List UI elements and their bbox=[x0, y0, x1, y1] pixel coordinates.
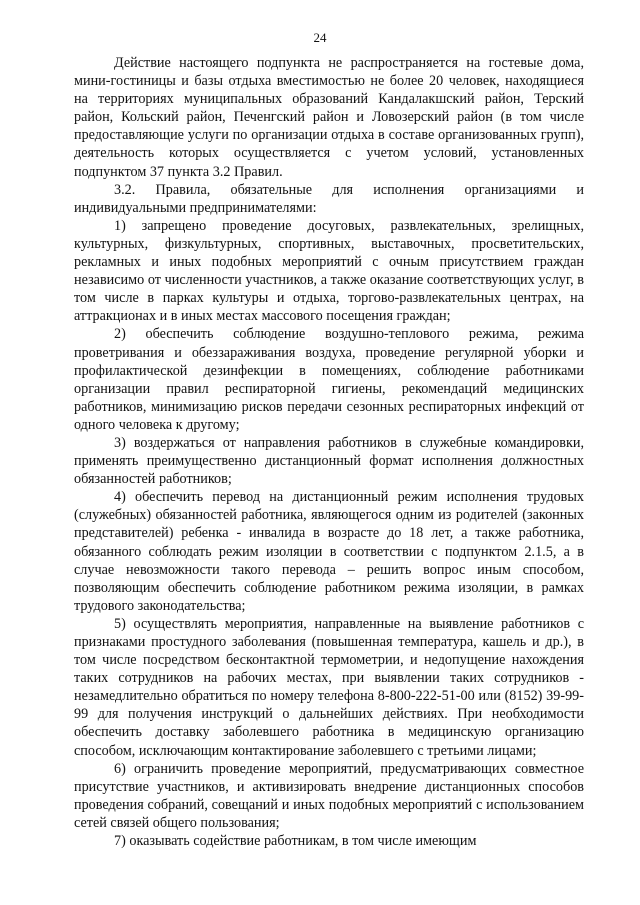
document-body bbox=[74, 54, 584, 850]
paragraph-guest-houses-exception: Действие настоящего подпункта не распространяется на гостевые дома, мини-гостиницы и базы отдыха вместимостью не более 20 человек, находящиеся на территориях муниципальных образований Кандалакшский район, Терский район, Кольский район, Печенгский район и Ловозерский район (в том числе предоставляющие услуги по организации отдыха в составе организованных групп), деятельность которых осуществляется с учетом условий, установленных подпунктом 37 пункта 3.2 Правил. bbox=[74, 55, 584, 180]
paragraph-item-5: 5) осуществлять мероприятия, направленные на выявление работников с признаками простудного заболевания (повышенная температура, кашель и др.), в том числе посредством бесконтактной термометрии, и недопущение нахождения таких сотрудников на рабочих местах, при выявлении таких сотрудников - незамедлительно обратиться по номеру телефона 8-800-222-51-00 или (8152) 39-99-99 для получения инструкций о дальнейших действиях. При необходимости обеспечить доставку заболевшего работника в медицинскую организацию способом, исключающим контактирование заболевшего с третьими лицами; bbox=[74, 615, 584, 759]
paragraph-item-7: 7) оказывать содействие работникам, в том числе имеющим bbox=[114, 833, 477, 850]
paragraph-section-3-2-heading: 3.2. Правила, обязательные для исполнения организациями и индивидуальными предпринимателями: bbox=[74, 181, 584, 216]
page-number: 24 bbox=[313, 30, 327, 45]
paragraph-item-3: 3) воздержаться от направления работников в служебные командировки, применять преимущественно дистанционный формат исполнения должностных обязанностей работников; bbox=[74, 434, 584, 488]
paragraph-item-1: 1) запрещено проведение досуговых, развлекательных, зрелищных, культурных, физкультурных, спортивных, выставочных, просветительских, рекламных и иных подобных мероприятий с очным присутствием граждан независимо от численности участников, а также оказание соответствующих услуг, в том числе в парках культуры и отдыха, торгово-развлекательных центрах, на аттракционах и в иных местах массового посещения граждан; bbox=[74, 217, 584, 325]
paragraph-item-4: 4) обеспечить перевод на дистанционный режим исполнения трудовых (служебных) обязанностей работника, являющегося одним из родителей (законных представителей) ребенка - инвалида в возрасте до 18 лет, а также работника, обязанного соблюдать режим изоляции в соответствии с подпунктом 2.1.5, а в случае невозможности такого перевода – решить вопрос иным способом, позволяющим обеспечить соблюдение работником режима изоляции, в рамках трудового законодательства; bbox=[74, 489, 584, 614]
paragraph-item-2: 2) обеспечить соблюдение воздушно-теплового режима, режима проветривания и обеззараживания воздуха, проведение регулярной уборки и профилактической дезинфекции в помещениях, соблюдение работниками организации правил респираторной гигиены, рекомендаций медицинских работников, минимизацию рисков передачи сезонных респираторных инфекций от одного человека к другому; bbox=[74, 326, 584, 433]
paragraph-item-6: 6) ограничить проведение мероприятий, предусматривающих совместное присутствие участников, и активизировать внедрение дистанционных способов проведения собраний, совещаний и иных подобных мероприятий с использованием сетей связей общего пользования; bbox=[74, 760, 584, 831]
